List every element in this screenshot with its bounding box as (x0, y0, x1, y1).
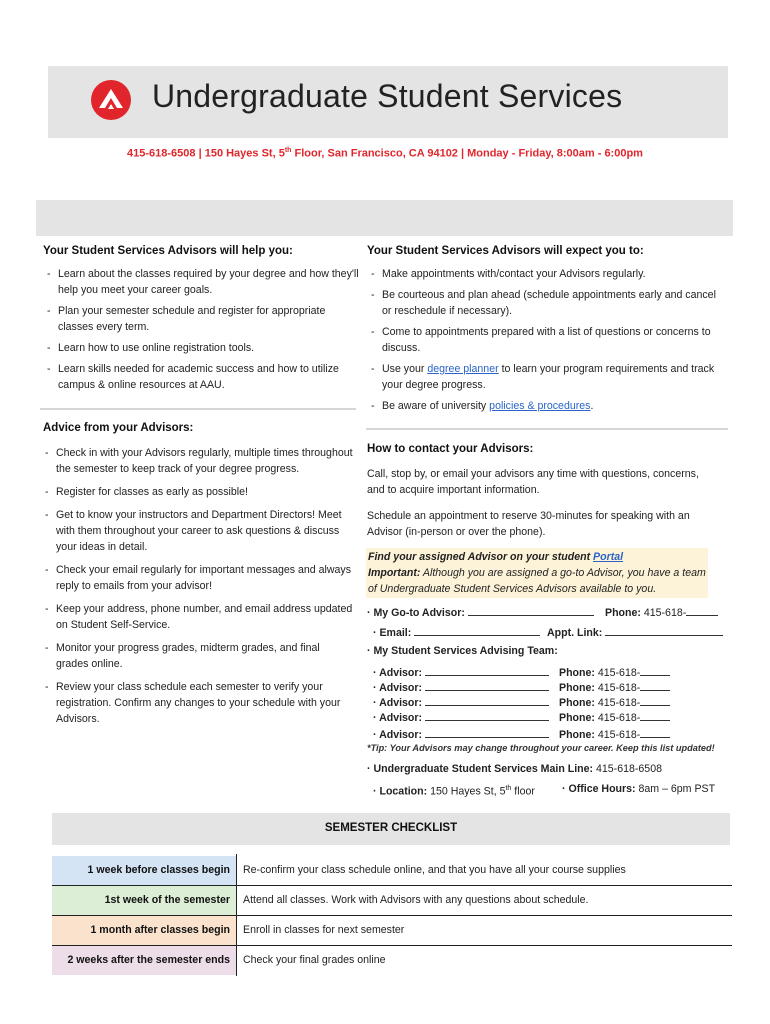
email-field: · Email: (373, 625, 540, 641)
team-phone-field: Phone: 415-618- (559, 680, 670, 696)
list-item: - Learn how to use online registration tools. (44, 340, 362, 356)
list-item: - Monitor your progress grades, midterm grades, and final grades online. (42, 640, 354, 672)
school-logo-icon (90, 79, 132, 121)
list-item: - Learn skills needed for academic success and how to utilize campus & online resources at AAU. (44, 361, 362, 393)
checklist-when: 1st week of the semester (52, 886, 236, 915)
office-hours: · Office Hours: 8am – 6pm PST (562, 783, 716, 795)
expect-heading: Your Student Services Advisors will expect you to: (367, 245, 644, 257)
advising-team-label: · My Student Services Advising Team: (367, 645, 558, 657)
team-advisor-field: · Advisor: (373, 710, 549, 726)
checklist-title: SEMESTER CHECKLIST (324, 822, 458, 834)
checklist-task: Check your final grades online (243, 954, 386, 966)
degree-planner-link[interactable]: degree planner (427, 363, 499, 375)
help-heading: Your Student Services Advisors will help you: (43, 245, 293, 257)
team-advisor-field: · Advisor: (373, 695, 549, 711)
team-phone-field: Phone: 415-618- (559, 710, 670, 726)
location: · Location: 150 Hayes St, 5th floor (373, 785, 535, 798)
page-title: Undergraduate Student Services (152, 78, 623, 114)
team-phone-field: Phone: 415-618- (559, 665, 670, 681)
help-list (44, 266, 362, 398)
contact-heading: How to contact your Advisors: (367, 443, 534, 455)
list-item: - Make appointments with/contact your Advisors regularly. (368, 266, 728, 282)
list-item: - Check in with your Advisors regularly, multiple times throughout the semester to keep track of your degree progress. (42, 445, 354, 477)
portal-callout: Find your assigned Advisor on your student Portal Important: Although you are assigned a go-to Advisor, you have a team of Undergraduate Student Services Advisors available to you. (366, 548, 708, 598)
tip-note: *Tip: Your Advisors may change throughout your career. Keep this list updated! (367, 743, 715, 753)
team-phone-field: Phone: 415-618- (559, 727, 670, 743)
checklist-when: 1 week before classes begin (52, 856, 236, 885)
list-item: - Check your email regularly for important messages and always reply to emails from your advisor! (42, 562, 354, 594)
advice-heading: Advice from your Advisors: (43, 422, 194, 434)
section-bar (36, 200, 733, 236)
team-advisor-field: · Advisor: (373, 727, 549, 743)
goto-advisor-field: · My Go-to Advisor: (367, 605, 594, 621)
team-phone-field: Phone: 415-618- (559, 695, 670, 711)
list-item: - Come to appointments prepared with a list of questions or concerns to discuss. (368, 324, 728, 356)
team-advisor-field: · Advisor: (373, 680, 549, 696)
checklist-when: 1 month after classes begin (52, 916, 236, 945)
policies-procedures-link[interactable]: policies & procedures (489, 400, 591, 412)
list-item: - Get to know your instructors and Department Directors! Meet with them throughout your career to ask questions & discuss your ideas in detail. (42, 507, 354, 555)
goto-phone-field: Phone: 415-618- (605, 605, 718, 621)
advice-list (42, 445, 354, 734)
list-item: - Learn about the classes required by your degree and how they'll help you meet your career goals. (44, 266, 362, 298)
contact-paragraph: Call, stop by, or email your advisors any time with questions, concerns, and to acquire important information. (367, 468, 699, 496)
appointment-paragraph: Schedule an appointment to reserve 30-minutes for speaking with an Advisor (in-person or over the phone). (367, 510, 690, 538)
team-advisor-field: · Advisor: (373, 665, 549, 681)
list-item: - Plan your semester schedule and register for appropriate classes every term. (44, 303, 362, 335)
expect-list (368, 266, 728, 419)
list-item: - Register for classes as early as possible! (42, 484, 354, 500)
list-item: - Be courteous and plan ahead (schedule appointments early and cancel or reschedule if necessary). (368, 287, 728, 319)
list-item: - Use your degree planner to learn your program requirements and track your degree progress. (368, 361, 728, 393)
checklist-task: Enroll in classes for next semester (243, 924, 405, 936)
right-divider (366, 428, 728, 430)
list-item: - Keep your address, phone number, and email address updated on Student Self-Service. (42, 601, 354, 633)
list-item: - Be aware of university policies & procedures. (368, 398, 728, 414)
appt-link-field: Appt. Link: (547, 625, 723, 641)
checklist-when: 2 weeks after the semester ends (52, 946, 236, 975)
portal-link[interactable]: Portal (593, 551, 624, 563)
checklist-task: Attend all classes. Work with Advisors with any questions about schedule. (243, 894, 589, 906)
contact-line: 415-618-6508 | 150 Hayes St, 5th Floor, San Francisco, CA 94102 | Monday - Friday, 8:00am - 6:00pm (127, 147, 643, 160)
left-divider (40, 408, 356, 410)
checklist-task: Re-confirm your class schedule online, and that you have all your course supplies (243, 864, 626, 876)
list-item: - Review your class schedule each semester to verify your registration. Confirm any changes to your schedule with your Advisors. (42, 679, 354, 727)
table-column-divider (236, 854, 237, 976)
main-line: · Undergraduate Student Services Main Line: 415-618-6508 (367, 763, 662, 775)
